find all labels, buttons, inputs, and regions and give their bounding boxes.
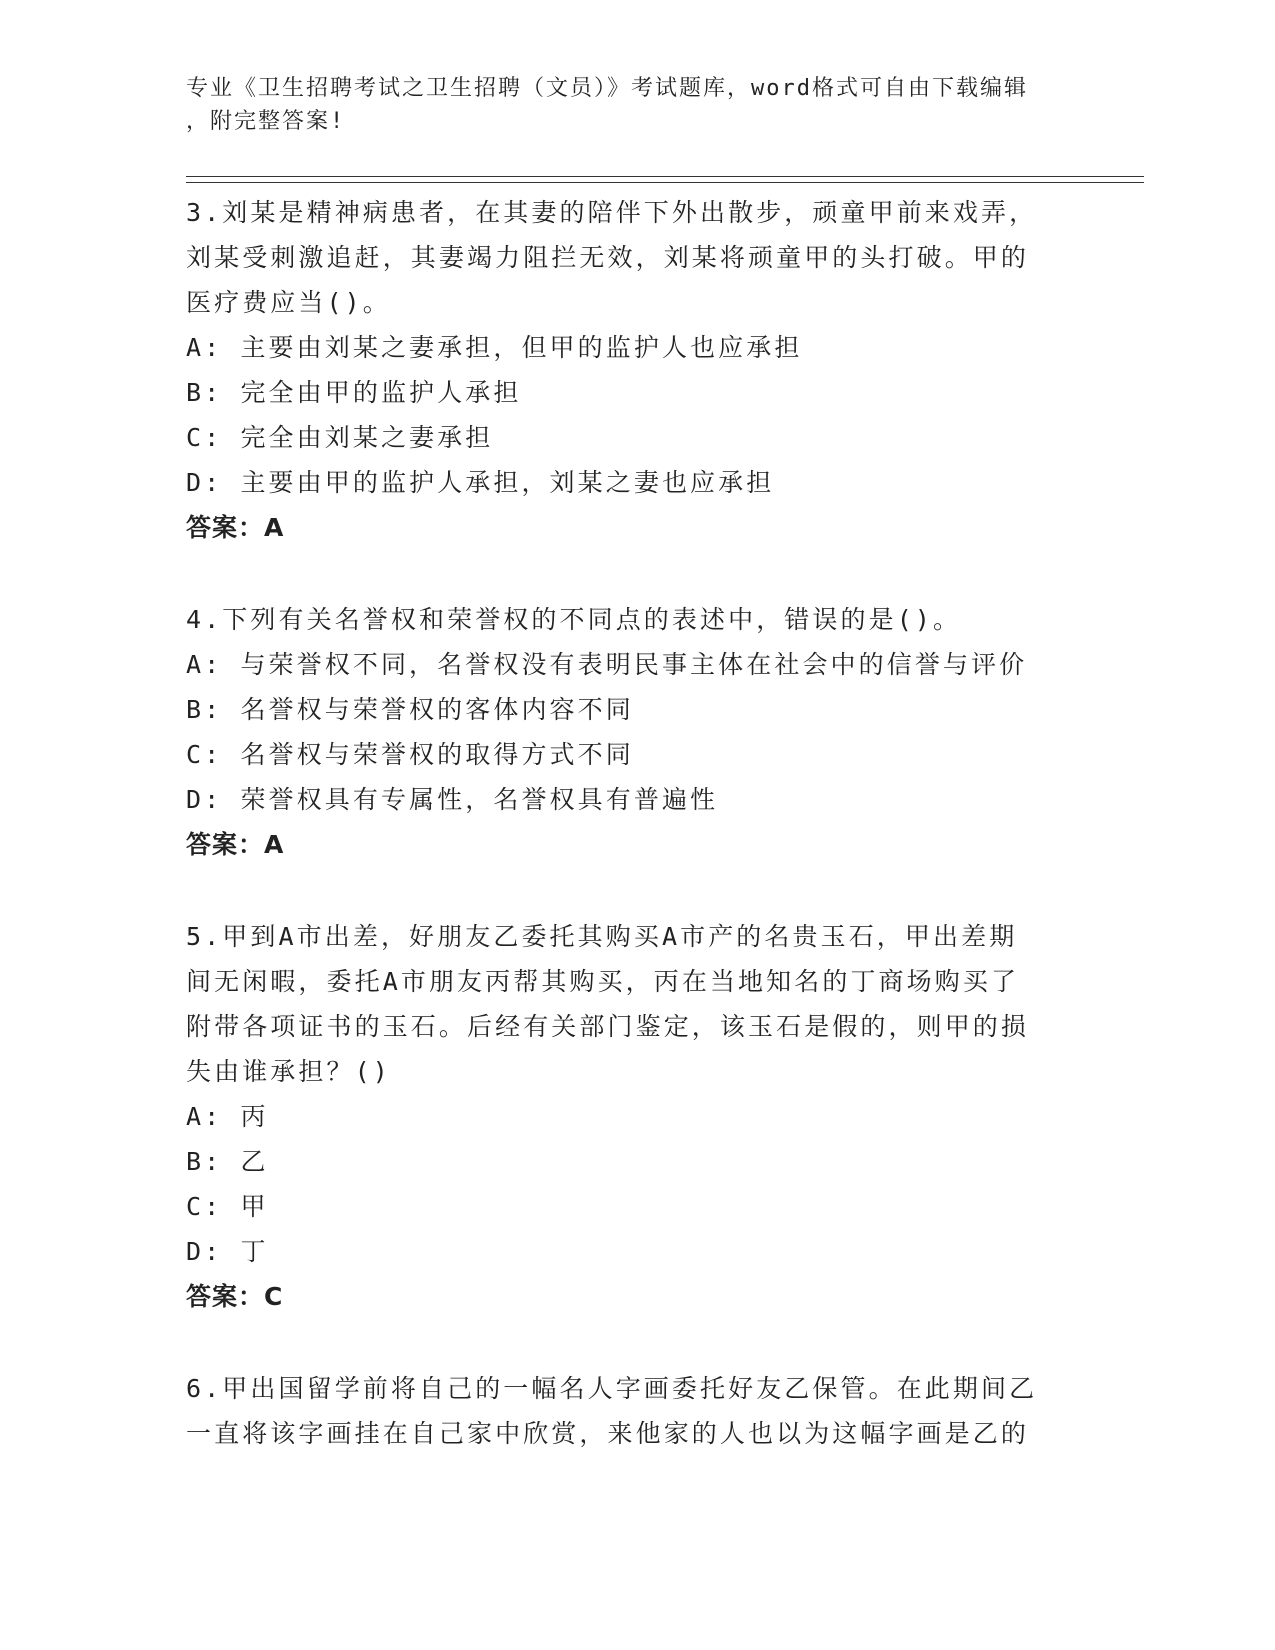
question-stem-line: 6.甲出国留学前将自己的一幅名人字画委托好友乙保管。在此期间乙	[186, 1374, 1038, 1403]
question-stem-line: 5.甲到A市出差，好朋友乙委托其购买A市产的名贵玉石，甲出差期	[186, 922, 1018, 951]
option-d: D: 主要由甲的监护人承担，刘某之妻也应承担	[186, 468, 775, 497]
header-rule	[186, 182, 1144, 183]
question-stem-line: 间无闲暇，委托A市朋友丙帮其购买，丙在当地知名的丁商场购买了	[186, 967, 1020, 996]
question-stem-line: 失由谁承担？()	[186, 1057, 391, 1086]
option-b: B: 乙	[186, 1147, 269, 1176]
question-stem-line: 刘某受刺激追赶，其妻竭力阻拦无效，刘某将顽童甲的头打破。甲的	[186, 243, 1030, 272]
document-header	[186, 72, 1066, 138]
question-list	[186, 190, 1066, 1456]
answer-line: 答案：A	[186, 513, 285, 542]
question-stem-line: 医疗费应当()。	[186, 288, 391, 317]
option-d: D: 丁	[186, 1237, 269, 1266]
option-c: C: 名誉权与荣誉权的取得方式不同	[186, 740, 634, 769]
option-b: B: 名誉权与荣誉权的客体内容不同	[186, 695, 634, 724]
header-title-line: ，附完整答案!	[186, 109, 346, 134]
option-a: A: 与荣誉权不同，名誉权没有表明民事主体在社会中的信誉与评价	[186, 650, 1028, 679]
question-block	[186, 1366, 1066, 1456]
answer-line: 答案：C	[186, 1282, 284, 1311]
header-title-line: 专业《卫生招聘考试之卫生招聘（文员）》考试题库，word格式可自由下载编辑	[186, 76, 1028, 101]
option-c: C: 完全由刘某之妻承担	[186, 423, 494, 452]
option-d: D: 荣誉权具有专属性，名誉权具有普遍性	[186, 785, 719, 814]
option-b: B: 完全由甲的监护人承担	[186, 378, 522, 407]
question-block	[186, 190, 1066, 550]
header-rule	[186, 176, 1144, 177]
answer-line: 答案：A	[186, 830, 285, 859]
question-stem-line: 4.下列有关名誉权和荣誉权的不同点的表述中，错误的是()。	[186, 605, 962, 634]
option-c: C: 甲	[186, 1192, 269, 1221]
question-stem-line: 3.刘某是精神病患者，在其妻的陪伴下外出散步，顽童甲前来戏弄，	[186, 198, 1038, 227]
question-stem-line: 附带各项证书的玉石。后经有关部门鉴定，该玉石是假的，则甲的损	[186, 1012, 1030, 1041]
question-stem-line: 一直将该字画挂在自己家中欣赏，来他家的人也以为这幅字画是乙的	[186, 1419, 1030, 1448]
question-block	[186, 914, 1066, 1319]
option-a: A: 主要由刘某之妻承担，但甲的监护人也应承担	[186, 333, 803, 362]
question-block	[186, 597, 1066, 867]
option-a: A: 丙	[186, 1102, 269, 1131]
